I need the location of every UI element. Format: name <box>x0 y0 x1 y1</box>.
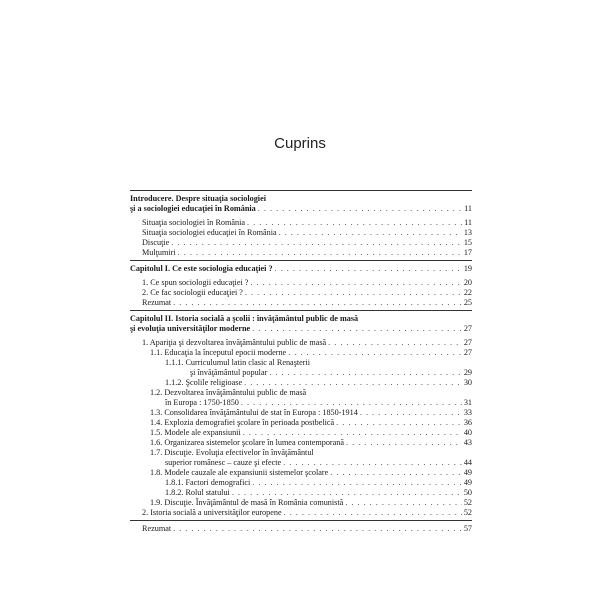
page-number: 44 <box>463 458 472 467</box>
page-number: 29 <box>463 368 472 377</box>
heading-line-with-page <box>130 324 472 334</box>
page-number: 57 <box>463 524 472 533</box>
page-number: 36 <box>463 418 472 427</box>
leader-dots <box>247 218 462 228</box>
leader-dots <box>258 204 462 214</box>
toc-entry <box>130 378 472 388</box>
page-number: 11 <box>464 204 472 213</box>
toc-section-intro <box>130 190 472 258</box>
leader-dots <box>269 368 462 378</box>
toc-entry <box>130 288 472 298</box>
toc-entry-line: 1.7. Discuţie. Evoluţia efectivelor în învăţământul <box>150 448 314 457</box>
chapter-heading <box>130 264 472 274</box>
toc-entry <box>130 228 472 238</box>
page-number: 40 <box>463 428 472 437</box>
leader-dots <box>346 438 462 448</box>
entry-text: Discuţie <box>142 238 170 247</box>
entry-text: 1.1. Educaţia la începutul epocii moderne <box>150 348 287 357</box>
entry-text: 1.3. Consolidarea învăţământului de stat în Europa : 1850-1914 <box>150 408 358 417</box>
page-number: 27 <box>463 348 472 357</box>
heading-line-with-page <box>130 204 472 214</box>
toc-entry <box>130 488 472 498</box>
page-number: 27 <box>463 324 472 333</box>
leader-dots <box>283 458 462 468</box>
toc-entry <box>130 398 472 408</box>
page-number: 17 <box>463 248 472 257</box>
leader-dots <box>275 264 462 274</box>
entry-text: 1.5. Modele ale expansiunii <box>150 428 241 437</box>
entry-text: Situaţia sociologiei în România <box>142 218 246 227</box>
page-number: 19 <box>463 264 472 273</box>
leader-dots <box>284 508 462 518</box>
leader-dots <box>330 468 462 478</box>
entry-text: 1. Ce spun sociologii educaţiei ? <box>142 278 249 287</box>
toc-entry <box>130 418 472 428</box>
leader-dots <box>173 298 462 308</box>
leader-dots <box>232 488 462 498</box>
toc-entry <box>130 468 472 478</box>
leader-dots <box>178 248 462 258</box>
entry-text: 1.8. Modele cauzale ale expansiunii sistemelor şcolare <box>150 468 329 477</box>
leader-dots <box>171 238 462 248</box>
page-number: 52 <box>463 498 472 507</box>
page-number: 43 <box>463 438 472 447</box>
page-number: 50 <box>463 488 472 497</box>
toc-entry <box>130 218 472 228</box>
page-number: 31 <box>463 398 472 407</box>
page-number: 22 <box>463 288 472 297</box>
entry-text: 2. Istoria socială a universităţilor europene <box>142 508 282 517</box>
toc-entry <box>130 238 472 248</box>
toc-entry <box>130 368 472 378</box>
leader-dots <box>241 398 462 408</box>
page-number: 49 <box>463 468 472 477</box>
entry-text: şi învăţământul popular <box>190 368 268 377</box>
toc-entry <box>130 478 472 488</box>
page-number: 11 <box>464 218 472 227</box>
page-number: 13 <box>463 228 472 237</box>
toc-entry <box>130 278 472 288</box>
toc-entry <box>130 458 472 468</box>
entry-text: 1.1.2. Şcolile religioase <box>165 378 243 387</box>
toc-entry <box>130 498 472 508</box>
toc-section-chapter-2-summary <box>130 520 472 534</box>
toc-entry-line: 1.1.1. Curriculumul latin clasic al Renaşterii <box>165 358 311 367</box>
toc-entry <box>130 428 472 438</box>
heading-line: Introducere. Despre situaţia sociologiei <box>130 194 266 203</box>
section-heading <box>130 194 472 214</box>
toc-entry-summary <box>130 524 472 534</box>
entry-text: Situaţia sociologiei educaţiei în România <box>142 228 277 237</box>
toc-entry-summary <box>130 298 472 308</box>
entry-text: Rezumat <box>142 524 172 533</box>
page-number: 49 <box>463 478 472 487</box>
entry-text: Rezumat <box>142 298 172 307</box>
toc-entry <box>130 248 472 258</box>
entry-text: 2. Ce fac sociologii educaţiei ? <box>142 288 243 297</box>
toc-entry <box>130 408 472 418</box>
page-number: 25 <box>463 298 472 307</box>
page-number: 27 <box>463 338 472 347</box>
leader-dots <box>252 478 462 488</box>
leader-dots <box>245 288 462 298</box>
toc-entry <box>130 438 472 448</box>
entry-text: în Europa : 1750-1850 <box>165 398 239 407</box>
entry-text: 1.4. Explozia demografiei şcolare în perioada postbelică <box>150 418 335 427</box>
entry-text: 1.6. Organizarea sistemelor şcolare în lumea contemporană <box>150 438 344 447</box>
leader-dots <box>345 498 462 508</box>
leader-dots <box>173 524 462 534</box>
page-number: 15 <box>463 238 472 247</box>
leader-dots <box>279 228 462 238</box>
page-number: 20 <box>463 278 472 287</box>
heading-text: Capitolul I. Ce este sociologia educaţiei ? <box>130 264 273 273</box>
heading-line: Capitolul II. Istoria socială a şcolii : învăţământul public de masă <box>130 314 359 323</box>
leader-dots <box>252 324 462 334</box>
leader-dots <box>328 338 462 348</box>
leader-dots <box>360 408 462 418</box>
entry-text: Mulţumiri <box>142 248 176 257</box>
leader-dots <box>250 278 461 288</box>
entry-text: 1. Apariţia şi dezvoltarea învăţământului public de masă <box>142 338 327 347</box>
heading-text: şi evoluţia universităţilor moderne <box>130 324 251 333</box>
leader-dots <box>288 348 462 358</box>
leader-dots <box>336 418 462 428</box>
entry-text: superior românesc – cauze şi efecte <box>165 458 282 467</box>
leader-dots <box>243 428 462 438</box>
chapter-heading <box>130 314 472 334</box>
heading-text: şi a sociologiei educaţiei în România <box>130 204 256 213</box>
toc-entry <box>130 348 472 358</box>
toc-section-chapter-1 <box>130 260 472 308</box>
toc-entry-line: 1.2. Dezvoltarea învăţământului public de masă <box>150 388 307 397</box>
page-number: 33 <box>463 408 472 417</box>
entry-text: 1.9. Discuţie. Învăţământul de masă în România comunistă <box>150 498 344 507</box>
entry-text: 1.8.1. Factori demografici <box>165 478 251 487</box>
toc-section-chapter-2 <box>130 310 472 518</box>
entry-text: 1.8.2. Rolul statului <box>165 488 230 497</box>
table-of-contents <box>130 190 472 536</box>
page-number: 52 <box>463 508 472 517</box>
toc-entry <box>130 508 472 518</box>
page-title: Cuprins <box>274 135 326 152</box>
toc-entry <box>130 338 472 348</box>
leader-dots <box>244 378 462 388</box>
page-number: 30 <box>463 378 472 387</box>
